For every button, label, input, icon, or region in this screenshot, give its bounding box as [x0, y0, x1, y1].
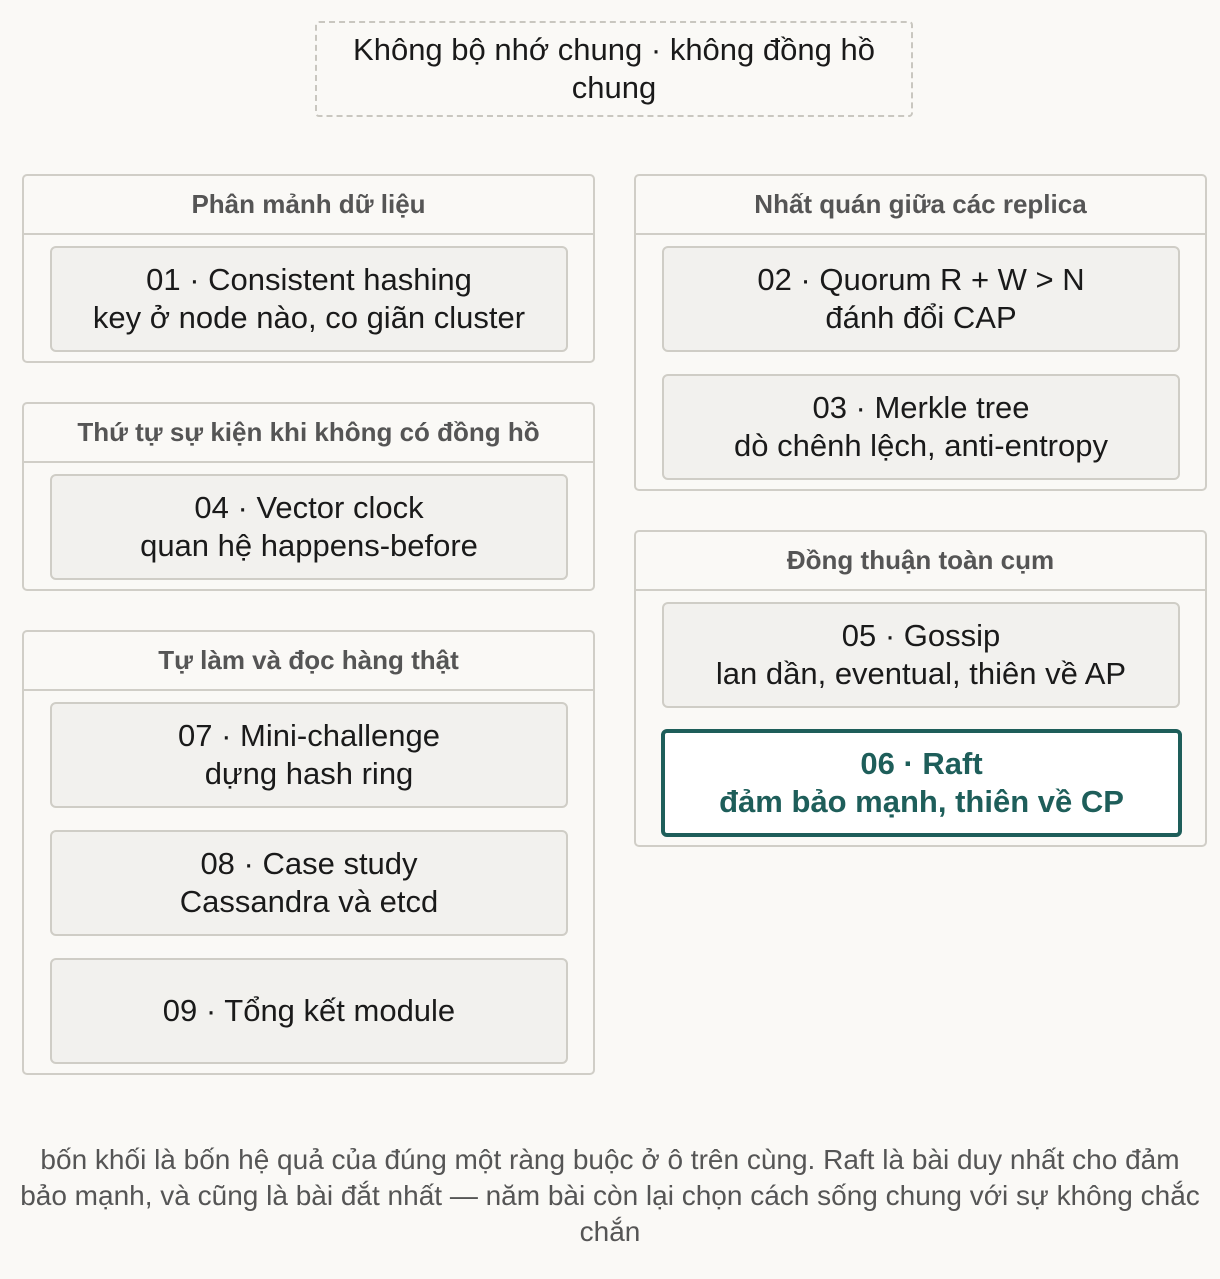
group-practice	[22, 630, 595, 1075]
lesson-01-title: 01 · Consistent hashing	[146, 262, 472, 297]
lesson-07-subtitle: dựng hash ring	[204, 756, 414, 791]
lesson-04-subtitle: quan hệ happens-before	[140, 528, 478, 563]
footer-caption: bốn khối là bốn hệ quả của đúng một ràng buộc ở ô trên cùng. Raft là bài duy nhất cho đảm bảo mạnh, và cũng là bài đắt nhất — năm bài còn lại chọn cách sống chung với sự không chắc chắn	[20, 1144, 1200, 1247]
lesson-card-08[interactable]	[50, 830, 568, 936]
lesson-card-09[interactable]	[50, 958, 568, 1064]
lesson-08-title: 08 · Case study	[200, 846, 418, 881]
lesson-01-subtitle: key ở node nào, co giãn cluster	[92, 300, 526, 335]
group-title-replica: Nhất quán giữa các replica	[636, 176, 1205, 235]
group-ordering	[22, 402, 595, 591]
group-replica	[634, 174, 1207, 491]
lesson-04-title: 04 · Vector clock	[194, 490, 424, 525]
lesson-06-subtitle: đảm bảo mạnh, thiên về CP	[719, 784, 1124, 819]
lesson-08-subtitle: Cassandra và etcd	[179, 884, 439, 919]
group-title-practice: Tự làm và đọc hàng thật	[24, 632, 593, 691]
lesson-06-title: 06 · Raft	[860, 746, 983, 781]
lesson-03-title: 03 · Merkle tree	[812, 390, 1030, 425]
lesson-05-subtitle: lan dần, eventual, thiên về AP	[715, 656, 1127, 691]
group-title-consensus: Đồng thuận toàn cụm	[636, 532, 1205, 591]
group-title-ordering: Thứ tự sự kiện khi không có đồng hồ	[24, 404, 593, 463]
lesson-card-04[interactable]	[50, 474, 568, 580]
group-consensus	[634, 530, 1207, 847]
lesson-02-subtitle: đánh đổi CAP	[825, 300, 1017, 335]
lesson-05-title: 05 · Gossip	[841, 618, 1001, 653]
lesson-09-title: 09 · Tổng kết module	[162, 993, 456, 1028]
group-title-sharding: Phân mảnh dữ liệu	[24, 176, 593, 235]
lesson-card-07[interactable]	[50, 702, 568, 808]
lesson-card-02[interactable]	[662, 246, 1180, 352]
group-sharding	[22, 174, 595, 363]
lesson-03-subtitle: dò chênh lệch, anti-entropy	[734, 428, 1108, 463]
lesson-02-title: 02 · Quorum R + W > N	[757, 262, 1085, 297]
lesson-card-01[interactable]	[50, 246, 568, 352]
top-constraint-text: Không bộ nhớ chung · không đồng hồ chung	[353, 32, 875, 105]
lesson-card-06-highlighted[interactable]	[661, 729, 1182, 837]
top-constraint-note	[315, 21, 913, 117]
lesson-07-title: 07 · Mini-challenge	[178, 718, 440, 753]
lesson-card-03[interactable]	[662, 374, 1180, 480]
lesson-card-05[interactable]	[662, 602, 1180, 708]
